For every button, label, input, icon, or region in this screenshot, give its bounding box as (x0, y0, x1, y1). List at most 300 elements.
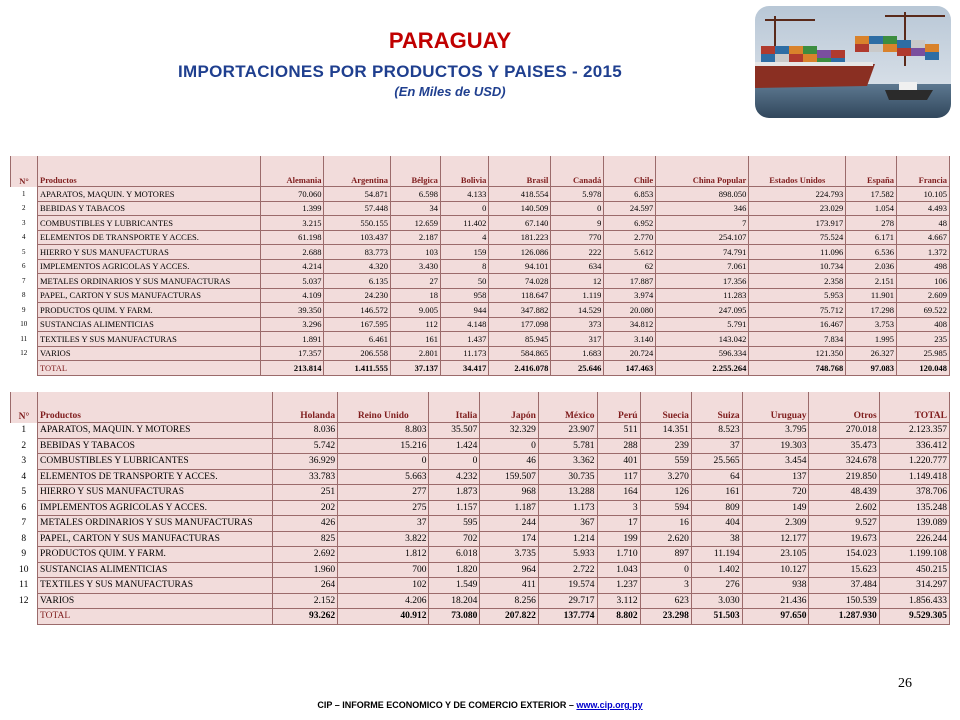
value-cell: 4.667 (896, 230, 949, 245)
col-header-country: Canadá (551, 156, 604, 187)
value-cell: 2.358 (749, 274, 846, 289)
total-value-cell: 8.802 (597, 609, 640, 625)
value-cell: 938 (742, 578, 809, 594)
value-cell: 1.402 (691, 562, 742, 578)
table-row (11, 332, 950, 347)
total-label: TOTAL (38, 609, 273, 625)
col-header-country: Bolivia (440, 156, 488, 187)
value-cell: 720 (742, 485, 809, 501)
value-cell: 3.430 (390, 259, 440, 274)
value-cell: 0 (440, 201, 488, 216)
footer (200, 700, 760, 710)
value-cell: 67.140 (489, 216, 551, 231)
value-cell: 1.372 (896, 245, 949, 260)
value-cell: 1.220.777 (879, 454, 949, 470)
row-number: 12 (11, 593, 38, 609)
page-subtitle: IMPORTACIONES POR PRODUCTOS Y PAISES - 2015 (178, 62, 622, 81)
value-cell: 277 (338, 485, 429, 501)
value-cell: 4.206 (338, 593, 429, 609)
table-row (11, 317, 950, 332)
value-cell: 137 (742, 469, 809, 485)
value-cell: 23.029 (749, 201, 846, 216)
table-row (11, 578, 950, 594)
value-cell: 1.437 (440, 332, 488, 347)
value-cell: 367 (538, 516, 597, 532)
row-number: 1 (11, 187, 38, 202)
value-cell: 6.853 (604, 187, 656, 202)
col-header-country: Holanda (273, 392, 338, 423)
total-value-cell: 137.774 (538, 609, 597, 625)
col-header-country: Bélgica (390, 156, 440, 187)
value-cell: 1.549 (429, 578, 480, 594)
value-cell: 10.105 (896, 187, 949, 202)
value-cell: 24.597 (604, 201, 656, 216)
value-cell: 16.467 (749, 317, 846, 332)
total-value-cell: 40.912 (338, 609, 429, 625)
value-cell: 12.659 (390, 216, 440, 231)
value-cell: 46 (480, 454, 539, 470)
product-name-cell: BEBIDAS Y TABACOS (38, 201, 261, 216)
total-value-cell: 34.417 (440, 361, 488, 376)
value-cell: 36.929 (273, 454, 338, 470)
value-cell: 964 (480, 562, 539, 578)
value-cell: 226.244 (879, 531, 949, 547)
value-cell: 2.602 (809, 500, 879, 516)
value-cell: 18 (390, 288, 440, 303)
total-value-cell: 120.048 (896, 361, 949, 376)
table-row (11, 216, 950, 231)
total-value-cell: 748.768 (749, 361, 846, 376)
col-header-products: Productos (38, 392, 273, 423)
value-cell: 450.215 (879, 562, 949, 578)
value-cell: 2.770 (604, 230, 656, 245)
total-row (11, 609, 950, 625)
value-cell: 3.795 (742, 423, 809, 439)
product-name-cell: APARATOS, MAQUIN. Y MOTORES (38, 187, 261, 202)
value-cell: 18.204 (429, 593, 480, 609)
col-header-country: Reino Unido (338, 392, 429, 423)
value-cell: 9.527 (809, 516, 879, 532)
value-cell: 6.952 (604, 216, 656, 231)
value-cell: 64 (691, 469, 742, 485)
value-cell: 770 (551, 230, 604, 245)
total-value-cell: 73.080 (429, 609, 480, 625)
total-value-cell: 147.463 (604, 361, 656, 376)
value-cell: 103 (390, 245, 440, 260)
table-row (11, 485, 950, 501)
value-cell: 559 (640, 454, 691, 470)
product-name-cell: VARIOS (38, 346, 261, 361)
total-row (11, 361, 950, 376)
value-cell: 1.157 (429, 500, 480, 516)
value-cell: 3.822 (338, 531, 429, 547)
value-cell: 596.334 (656, 346, 749, 361)
value-cell: 23.907 (538, 423, 597, 439)
row-number: 7 (11, 516, 38, 532)
value-cell: 254.107 (656, 230, 749, 245)
row-number: 2 (11, 438, 38, 454)
value-cell: 27 (390, 274, 440, 289)
row-number: 6 (11, 259, 38, 274)
table-row (11, 516, 950, 532)
value-cell: 15.623 (809, 562, 879, 578)
total-value-cell: 23.298 (640, 609, 691, 625)
value-cell: 57.448 (324, 201, 390, 216)
value-cell: 6.135 (324, 274, 390, 289)
value-cell: 2.620 (640, 531, 691, 547)
value-cell: 404 (691, 516, 742, 532)
value-cell: 378.706 (879, 485, 949, 501)
value-cell: 235 (896, 332, 949, 347)
value-cell: 14.351 (640, 423, 691, 439)
value-cell: 75.712 (749, 303, 846, 318)
value-cell: 4.109 (261, 288, 324, 303)
product-name-cell: PAPEL, CARTON Y SUS MANUFACTURAS (38, 288, 261, 303)
col-header-country: México (538, 392, 597, 423)
value-cell: 3.974 (604, 288, 656, 303)
row-number: 8 (11, 288, 38, 303)
page-number: 26 (898, 676, 912, 691)
value-cell: 61.198 (261, 230, 324, 245)
row-number: 12 (11, 346, 38, 361)
value-cell: 3.112 (597, 593, 640, 609)
value-cell: 3 (640, 578, 691, 594)
col-header-country: Estados Unidos (749, 156, 846, 187)
value-cell: 1.891 (261, 332, 324, 347)
value-cell: 1.187 (480, 500, 539, 516)
value-cell: 1.856.433 (879, 593, 949, 609)
value-cell: 4.133 (440, 187, 488, 202)
value-cell: 37.484 (809, 578, 879, 594)
value-cell: 85.945 (489, 332, 551, 347)
row-number: 8 (11, 531, 38, 547)
value-cell: 623 (640, 593, 691, 609)
value-cell: 13.288 (538, 485, 597, 501)
table-header-row (11, 392, 950, 423)
value-cell: 8.036 (273, 423, 338, 439)
value-cell: 408 (896, 317, 949, 332)
value-cell: 3 (597, 500, 640, 516)
value-cell: 4.493 (896, 201, 949, 216)
row-number: 5 (11, 485, 38, 501)
value-cell: 39.350 (261, 303, 324, 318)
value-cell: 6.018 (429, 547, 480, 563)
value-cell: 15.216 (338, 438, 429, 454)
value-cell: 0 (429, 454, 480, 470)
value-cell: 74.791 (656, 245, 749, 260)
value-cell: 121.350 (749, 346, 846, 361)
value-cell: 6.461 (324, 332, 390, 347)
value-cell: 10.127 (742, 562, 809, 578)
value-cell: 37 (338, 516, 429, 532)
value-cell: 9.005 (390, 303, 440, 318)
value-cell: 21.436 (742, 593, 809, 609)
container-ship-icon (755, 6, 951, 118)
table-row (11, 245, 950, 260)
product-name-cell: APARATOS, MAQUIN. Y MOTORES (38, 423, 273, 439)
value-cell: 5.953 (749, 288, 846, 303)
value-cell: 278 (846, 216, 897, 231)
value-cell: 17.582 (846, 187, 897, 202)
value-cell: 38 (691, 531, 742, 547)
value-cell: 288 (597, 438, 640, 454)
value-cell: 29.717 (538, 593, 597, 609)
table-row (11, 230, 950, 245)
value-cell: 11.402 (440, 216, 488, 231)
value-cell: 1.119 (551, 288, 604, 303)
value-cell: 5.742 (273, 438, 338, 454)
value-cell: 2.151 (846, 274, 897, 289)
value-cell: 825 (273, 531, 338, 547)
table-header-row (11, 156, 950, 187)
value-cell: 1.995 (846, 332, 897, 347)
value-cell: 2.152 (273, 593, 338, 609)
product-name-cell: PRODUCTOS QUIM. Y FARM. (38, 303, 261, 318)
value-cell: 112 (390, 317, 440, 332)
value-cell: 20.080 (604, 303, 656, 318)
value-cell: 336.412 (879, 438, 949, 454)
row-number: 3 (11, 216, 38, 231)
value-cell: 595 (429, 516, 480, 532)
value-cell: 634 (551, 259, 604, 274)
table-row (11, 346, 950, 361)
value-cell: 30.735 (538, 469, 597, 485)
value-cell: 7 (656, 216, 749, 231)
value-cell: 181.223 (489, 230, 551, 245)
value-cell: 35.473 (809, 438, 879, 454)
value-cell: 118.647 (489, 288, 551, 303)
value-cell: 7.061 (656, 259, 749, 274)
value-cell: 324.678 (809, 454, 879, 470)
product-name-cell: ELEMENTOS DE TRANSPORTE Y ACCES. (38, 469, 273, 485)
value-cell: 34.812 (604, 317, 656, 332)
value-cell: 700 (338, 562, 429, 578)
value-cell: 222 (551, 245, 604, 260)
value-cell: 143.042 (656, 332, 749, 347)
value-cell: 48.439 (809, 485, 879, 501)
value-cell: 48 (896, 216, 949, 231)
row-number: 9 (11, 547, 38, 563)
col-header-no: N° (11, 156, 38, 187)
value-cell: 75.524 (749, 230, 846, 245)
footer-link[interactable]: www.cip.org.py (576, 700, 643, 710)
row-number: 5 (11, 245, 38, 260)
value-cell: 8 (440, 259, 488, 274)
value-cell: 9 (551, 216, 604, 231)
product-name-cell: SUSTANCIAS ALIMENTICIAS (38, 562, 273, 578)
value-cell: 5.037 (261, 274, 324, 289)
value-cell: 275 (338, 500, 429, 516)
value-cell: 584.865 (489, 346, 551, 361)
table-row (11, 423, 950, 439)
product-name-cell: IMPLEMENTOS AGRICOLAS Y ACCES. (38, 500, 273, 516)
row-number-blank (11, 609, 38, 625)
page-title: PARAGUAY (388, 28, 512, 53)
value-cell: 401 (597, 454, 640, 470)
total-value-cell: 1.287.930 (809, 609, 879, 625)
value-cell: 83.773 (324, 245, 390, 260)
table-row (11, 547, 950, 563)
value-cell: 3.215 (261, 216, 324, 231)
value-cell: 1.237 (597, 578, 640, 594)
value-cell: 3.454 (742, 454, 809, 470)
value-cell: 3.735 (480, 547, 539, 563)
value-cell: 74.028 (489, 274, 551, 289)
value-cell: 20.724 (604, 346, 656, 361)
value-cell: 4.320 (324, 259, 390, 274)
product-name-cell: BEBIDAS Y TABACOS (38, 438, 273, 454)
value-cell: 12 (551, 274, 604, 289)
total-value-cell: 51.503 (691, 609, 742, 625)
value-cell: 23.105 (742, 547, 809, 563)
table-row (11, 288, 950, 303)
value-cell: 5.781 (538, 438, 597, 454)
value-cell: 17.887 (604, 274, 656, 289)
table-row (11, 500, 950, 516)
col-header-country: Suiza (691, 392, 742, 423)
value-cell: 126 (640, 485, 691, 501)
value-cell: 4.148 (440, 317, 488, 332)
row-number: 7 (11, 274, 38, 289)
imports-table-2 (10, 392, 950, 625)
value-cell: 11.901 (846, 288, 897, 303)
value-cell: 2.722 (538, 562, 597, 578)
value-cell: 19.574 (538, 578, 597, 594)
value-cell: 69.522 (896, 303, 949, 318)
value-cell: 17.357 (261, 346, 324, 361)
value-cell: 161 (390, 332, 440, 347)
product-name-cell: METALES ORDINARIOS Y SUS MANUFACTURAS (38, 274, 261, 289)
value-cell: 0 (551, 201, 604, 216)
value-cell: 4 (440, 230, 488, 245)
value-cell: 1.214 (538, 531, 597, 547)
value-cell: 5.933 (538, 547, 597, 563)
product-name-cell: HIERRO Y SUS MANUFACTURAS (38, 245, 261, 260)
row-number: 6 (11, 500, 38, 516)
product-name-cell: PAPEL, CARTON Y SUS MANUFACTURAS (38, 531, 273, 547)
col-header-country: Alemania (261, 156, 324, 187)
value-cell: 314.297 (879, 578, 949, 594)
value-cell: 264 (273, 578, 338, 594)
value-cell: 4.232 (429, 469, 480, 485)
value-cell: 3.362 (538, 454, 597, 470)
value-cell: 2.309 (742, 516, 809, 532)
value-cell: 19.303 (742, 438, 809, 454)
value-cell: 0 (640, 562, 691, 578)
col-header-no: N° (11, 392, 38, 423)
value-cell: 3.270 (640, 469, 691, 485)
value-cell: 106 (896, 274, 949, 289)
value-cell: 7.834 (749, 332, 846, 347)
value-cell: 159 (440, 245, 488, 260)
table-row (11, 201, 950, 216)
value-cell: 1.960 (273, 562, 338, 578)
value-cell: 3.753 (846, 317, 897, 332)
total-value-cell: 2.416.078 (489, 361, 551, 376)
value-cell: 898.050 (656, 187, 749, 202)
value-cell: 54.871 (324, 187, 390, 202)
value-cell: 25.565 (691, 454, 742, 470)
units-note: (En Miles de USD) (394, 84, 506, 99)
value-cell: 0 (480, 438, 539, 454)
value-cell: 346 (656, 201, 749, 216)
value-cell: 968 (480, 485, 539, 501)
value-cell: 1.149.418 (879, 469, 949, 485)
value-cell: 25.985 (896, 346, 949, 361)
value-cell: 1.424 (429, 438, 480, 454)
row-number: 11 (11, 578, 38, 594)
value-cell: 206.558 (324, 346, 390, 361)
col-header-country: Perú (597, 392, 640, 423)
value-cell: 809 (691, 500, 742, 516)
value-cell: 1.683 (551, 346, 604, 361)
value-cell: 5.791 (656, 317, 749, 332)
value-cell: 16 (640, 516, 691, 532)
row-number: 10 (11, 317, 38, 332)
value-cell: 11.096 (749, 245, 846, 260)
value-cell: 426 (273, 516, 338, 532)
row-number-blank (11, 361, 38, 376)
product-name-cell: IMPLEMENTOS AGRICOLAS Y ACCES. (38, 259, 261, 274)
value-cell: 37 (691, 438, 742, 454)
product-name-cell: TEXTILES Y SUS MANUFACTURAS (38, 578, 273, 594)
value-cell: 32.329 (480, 423, 539, 439)
value-cell: 159.507 (480, 469, 539, 485)
total-value-cell: 213.814 (261, 361, 324, 376)
value-cell: 150.539 (809, 593, 879, 609)
value-cell: 6.171 (846, 230, 897, 245)
value-cell: 5.612 (604, 245, 656, 260)
value-cell: 418.554 (489, 187, 551, 202)
value-cell: 4.214 (261, 259, 324, 274)
value-cell: 14.529 (551, 303, 604, 318)
table-row (11, 593, 950, 609)
value-cell: 154.023 (809, 547, 879, 563)
value-cell: 944 (440, 303, 488, 318)
value-cell: 139.089 (879, 516, 949, 532)
value-cell: 276 (691, 578, 742, 594)
value-cell: 62 (604, 259, 656, 274)
value-cell: 2.036 (846, 259, 897, 274)
value-cell: 3.140 (604, 332, 656, 347)
product-name-cell: HIERRO Y SUS MANUFACTURAS (38, 485, 273, 501)
col-header-country: China Popular (656, 156, 749, 187)
value-cell: 897 (640, 547, 691, 563)
col-header-country: Chile (604, 156, 656, 187)
value-cell: 550.155 (324, 216, 390, 231)
total-value-cell: 25.646 (551, 361, 604, 376)
col-header-country: Suecia (640, 392, 691, 423)
value-cell: 8.256 (480, 593, 539, 609)
value-cell: 1.399 (261, 201, 324, 216)
value-cell: 373 (551, 317, 604, 332)
value-cell: 347.882 (489, 303, 551, 318)
col-header-country: Italia (429, 392, 480, 423)
value-cell: 117 (597, 469, 640, 485)
total-label: TOTAL (38, 361, 261, 376)
value-cell: 1.873 (429, 485, 480, 501)
value-cell: 958 (440, 288, 488, 303)
table-row (11, 259, 950, 274)
imports-table-1 (10, 156, 950, 376)
value-cell: 2.123.357 (879, 423, 949, 439)
value-cell: 11.173 (440, 346, 488, 361)
row-number: 3 (11, 454, 38, 470)
value-cell: 498 (896, 259, 949, 274)
value-cell: 1.043 (597, 562, 640, 578)
value-cell: 702 (429, 531, 480, 547)
value-cell: 1.054 (846, 201, 897, 216)
